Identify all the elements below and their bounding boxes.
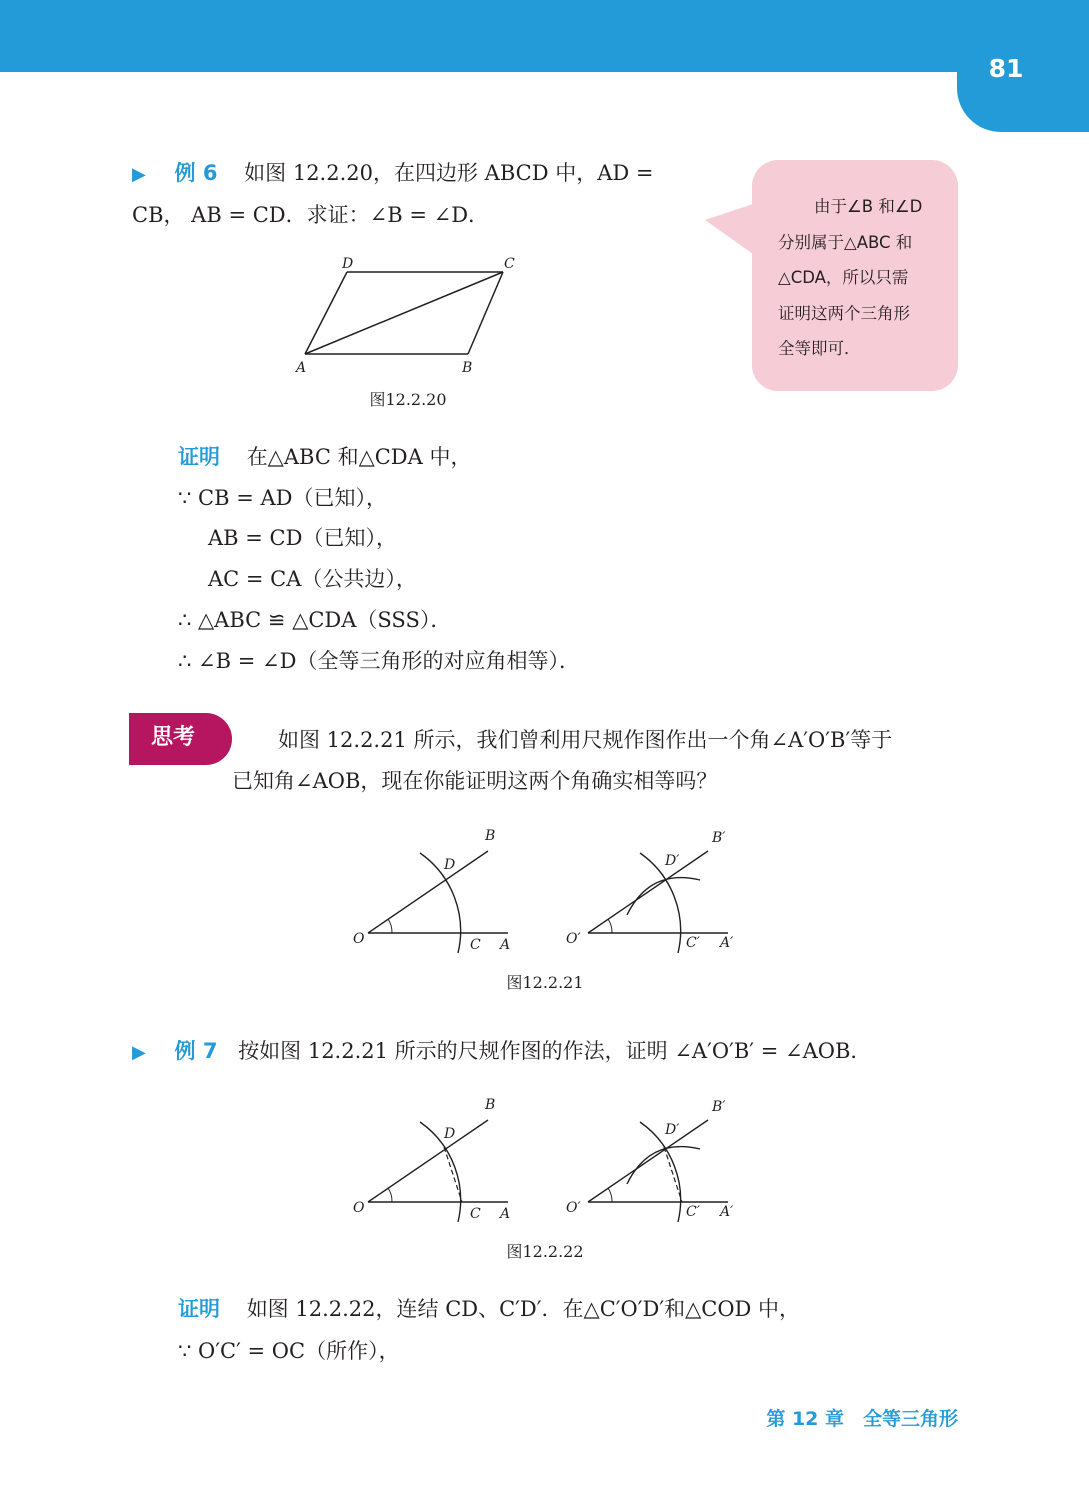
sidenote-line: 全等即可． xyxy=(778,339,861,358)
sidenote-line: 分别属于△ABC 和 xyxy=(778,232,913,252)
point-label-o: O xyxy=(353,1200,365,1216)
vertex-label-b: B xyxy=(462,360,473,376)
think-line2: 已知角∠AOB，现在你能证明这两个角确实相等吗？ xyxy=(232,769,718,793)
point-label-c: C xyxy=(470,937,481,953)
chapter-footer: 第 12 章 全等三角形 xyxy=(766,1408,958,1430)
example6-label: 例 6 xyxy=(174,161,218,185)
point-label-a: A xyxy=(500,1206,511,1222)
example6-heading xyxy=(132,158,654,190)
point-label-b-prime: B′ xyxy=(712,830,726,846)
sidenote-tail xyxy=(705,204,753,254)
proof1-text: 在△ABC 和△CDA 中， xyxy=(246,445,472,469)
angle-construction-figure-2 xyxy=(340,1087,760,1232)
example6-line2: CB， AB = CD．求证：∠B = ∠D． xyxy=(132,203,490,227)
parallelogram-shape xyxy=(305,272,503,354)
header-bar xyxy=(0,0,1089,72)
angle-aob xyxy=(368,851,511,953)
think-line1: 如图 12.2.21 所示，我们曾利用尺规作图作出一个角∠A′O′B′等于 xyxy=(278,728,893,752)
point-label-o-prime: O′ xyxy=(566,1200,581,1216)
point-label-a-prime: A′ xyxy=(720,1204,734,1220)
sidenote-line: 证明这两个三角形 xyxy=(778,303,910,323)
example7-label: 例 7 xyxy=(174,1039,218,1063)
point-label-b-prime: B′ xyxy=(712,1099,726,1115)
proof2-line-1 xyxy=(178,1294,800,1324)
proof1-label: 证明 xyxy=(178,445,220,469)
proof1-line-4: AC = CA（公共边）， xyxy=(208,567,417,591)
vertex-label-a: A xyxy=(296,360,307,376)
proof2-line-2: ∵ O′C′ = OC（所作）， xyxy=(178,1339,400,1363)
proof2-label: 证明 xyxy=(178,1297,220,1321)
sidenote-line: 由于∠B 和∠D xyxy=(814,197,923,216)
point-label-d-prime: D′ xyxy=(665,853,680,869)
point-label-a: A xyxy=(500,937,511,953)
proof1-line-1 xyxy=(178,442,471,472)
sidenote-line: △CDA，所以只需 xyxy=(778,268,909,287)
think-tag: 思考 xyxy=(129,713,232,765)
triangle-marker-icon: ▶ xyxy=(132,1042,146,1063)
vertex-label-d: D xyxy=(342,256,354,272)
point-label-o: O xyxy=(353,931,365,947)
sidenote-text xyxy=(778,189,958,367)
point-label-d-prime: D′ xyxy=(665,1122,680,1138)
point-label-a-prime: A′ xyxy=(720,935,734,951)
point-label-o-prime: O′ xyxy=(566,931,581,947)
figure-caption-12-2-20: 图12.2.20 xyxy=(369,390,447,409)
figure-caption-12-2-22: 图12.2.22 xyxy=(506,1242,584,1261)
proof1-line-2: ∵ CB = AD（已知）， xyxy=(178,486,387,510)
angle-construction-figure-1 xyxy=(340,818,760,963)
angle-aob-with-chord xyxy=(368,1120,511,1222)
proof1-line-3: AB = CD（已知）， xyxy=(208,526,397,550)
example7-text: 按如图 12.2.21 所示的尺规作图的作法，证明 ∠A′O′B′ = ∠AOB． xyxy=(238,1039,872,1063)
point-label-b: B xyxy=(485,828,496,844)
triangle-marker-icon: ▶ xyxy=(132,164,146,185)
point-label-c-prime: C′ xyxy=(686,1204,700,1220)
point-label-c-prime: C′ xyxy=(686,935,700,951)
figure-caption-12-2-21: 图12.2.21 xyxy=(506,973,584,992)
point-label-d: D xyxy=(444,857,456,873)
point-label-d: D xyxy=(444,1126,456,1142)
point-label-c: C xyxy=(470,1206,481,1222)
example7-heading xyxy=(132,1036,871,1068)
proof2-text: 如图 12.2.22，连结 CD、C′D′．在△C′O′D′和△COD 中， xyxy=(246,1297,801,1321)
angle-a-prime-o-prime-b-prime-with-chord xyxy=(588,1120,728,1222)
point-label-b: B xyxy=(485,1097,496,1113)
angle-a-prime-o-prime-b-prime xyxy=(588,851,728,953)
page-number: 81 xyxy=(988,54,1024,83)
parallelogram-figure xyxy=(290,250,530,380)
proof1-line-5: ∴ △ABC ≌ △CDA（SSS）． xyxy=(178,608,452,632)
proof1-line-6: ∴ ∠B = ∠D（全等三角形的对应角相等）． xyxy=(178,649,580,673)
example6-line1: 如图 12.2.20，在四边形 ABCD 中，AD = xyxy=(244,161,654,185)
vertex-label-c: C xyxy=(504,256,515,272)
